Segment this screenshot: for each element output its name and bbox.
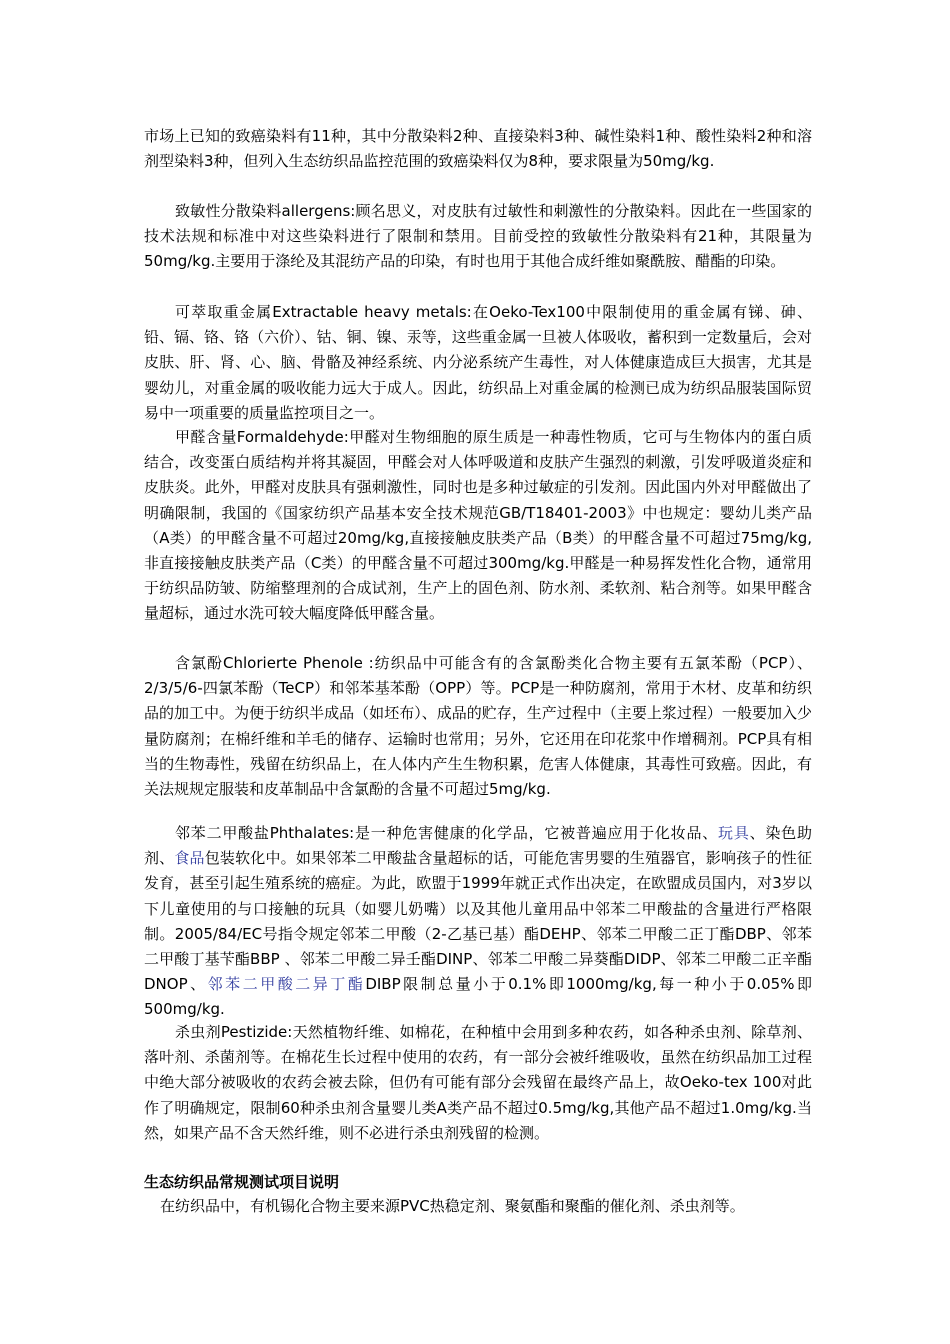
section-heading: 生态纺织品常规测试项目说明 (144, 1173, 340, 1191)
paragraph-chlorophenols: 含氯酚Chlorierte Phenole :纺织品中可能含有的含氯酚类化合物主要有五氯苯酚（PCP）、2/3/5/6-四氯苯酚（TeCP）和邻苯基苯酚（OPP）等。PCP是一种防腐剂，常用于木材、皮革和纺织品的加工中。为便于纺织半成品（如坯布）、成品的贮存，生产过程中（主要上浆过程）一般要加入少量防腐剂；在棉纤维和羊毛的储存、运输时也常用；另外，它还用在印花浆中作增稠剂。PCP具有相当的生物毒性，残留在纺织品上，在人体内产生生物积累，危害人体健康，其毒性可致癌。因此，有关法规规定服装和皮革制品中含氯酚的含量不可超过5mg/kg. (144, 654, 812, 799)
dibp-link[interactable]: 邻苯二甲酸二异丁酯 (207, 975, 366, 994)
paragraph-organotin: 在纺织品中，有机锡化合物主要来源PVC热稳定剂、聚氨酯和聚酯的催化剂、杀虫剂等。 (160, 1197, 745, 1215)
food-link[interactable]: 食品 (174, 849, 205, 868)
paragraph-phthalates (144, 821, 812, 1023)
paragraph-heavy-metals: 可萃取重金属Extractable heavy metals:在Oeko-Tex100中限制使用的重金属有锑、砷、铅、镉、铬、铬（六价）、钴、铜、镍、汞等，这些重金属一旦被人体吸收，蓄积到一定数量后，会对皮肤、肝、肾、心、脑、骨骼及神经系统、内分泌系统产生毒性，对人体健康造成巨大损害，尤其是婴幼儿，对重金属的吸收能力远大于成人。因此，纺织品上对重金属的检测已成为纺织品服装国际贸易中一项重要的质量监控项目之一。 (144, 303, 812, 422)
phthalates-text-3: 包装软化中。如果邻苯二甲酸盐含量超标的话，可能危害男婴的生殖器官，影响孩子的性征发育，甚至引起生殖系统的癌症。为此，欧盟于1999年就正式作出决定，在欧盟成员国内，对3岁以下儿童使用的与口接触的玩具（如婴儿奶嘴）以及其他儿童用品中邻苯二甲酸盐的含量进行严格限制。2005/84/EC号指令规定邻苯二甲酸（2-乙基已基）酯DEHP、邻苯二甲酸二正丁酯DBP、邻苯二甲酸丁基苄酯BBP 、邻苯二甲酸二异壬酯DINP、邻苯二甲酸二异葵酯DIDP、邻苯二甲酸二正辛酯DNOP、 (144, 849, 812, 994)
paragraph-allergenic-dyes: 致敏性分散染料allergens:顾名思义，对皮肤有过敏性和刺激性的分散染料。因此在一些国家的技术法规和标准中对这些染料进行了限制和禁用。目前受控的致敏性分散染料有21种，其限量为50mg/kg.主要用于涤纶及其混纺产品的印染，有时也用于其他合成纤维如聚酰胺、醋酯的印染。 (144, 202, 812, 271)
phthalates-text-4: DIBP限制总量小于0.1%即1000mg/kg,每一种小于0.05%即500mg/kg. (144, 975, 812, 1019)
paragraph-carcinogenic-dyes: 市场上已知的致癌染料有11种，其中分散染料2种、直接染料3种、碱性染料1种、酸性染料2种和溶剂型染料3种，但列入生态纺织品监控范围的致癌染料仅为8种，要求限量为50mg/kg. (144, 127, 812, 171)
paragraph-formaldehyde: 甲醛含量Formaldehyde:甲醛对生物细胞的原生质是一种毒性物质，它可与生物体内的蛋白质结合，改变蛋白质结构并将其凝固，甲醛会对人体呼吸道和皮肤产生强烈的刺激，引发呼吸道炎症和皮肤炎。此外，甲醛对皮肤具有强刺激性，同时也是多种过敏症的引发剂。因此国内外对甲醛做出了明确限制，我国的《国家纺织产品基本安全技术规范GB/T18401-2003》中也规定：婴幼儿类产品（A类）的甲醛含量不可超过20mg/kg,直接接触皮肤类产品（B类）的甲醛含量不可超过75mg/kg,非直接接触皮肤类产品（C类）的甲醛含量不可超过300mg/kg.甲醛是一种易挥发性化合物，通常用于纺织品防皱、防缩整理剂的合成试剂，生产上的固色剂、防水剂、柔软剂、粘合剂等。如果甲醛含量超标，通过水洗可较大幅度降低甲醛含量。 (144, 428, 812, 623)
paragraph-pesticides: 杀虫剂Pestizide:天然植物纤维、如棉花，在种植中会用到多种农药，如各种杀虫剂、除草剂、落叶剂、杀菌剂等。在棉花生长过程中使用的农药，有一部分会被纤维吸收，虽然在纺织品加工过程中绝大部分被吸收的农药会被去除，但仍有可能有部分会残留在最终产品上，故Oeko-tex 100对此作了明确规定，限制60种杀虫剂含量婴儿类A类产品不超过0.5mg/kg,其他产品不超过1.0mg/kg.当然，如果产品不含天然纤维，则不必进行杀虫剂残留的检测。 (144, 1023, 812, 1142)
phthalates-text-2: 、染色助剂、 (144, 824, 812, 868)
toys-link[interactable]: 玩具 (718, 824, 750, 842)
phthalates-text-1: 邻苯二甲酸盐Phthalates:是一种危害健康的化学品，它被普遍应用于化妆品、 (175, 824, 719, 842)
